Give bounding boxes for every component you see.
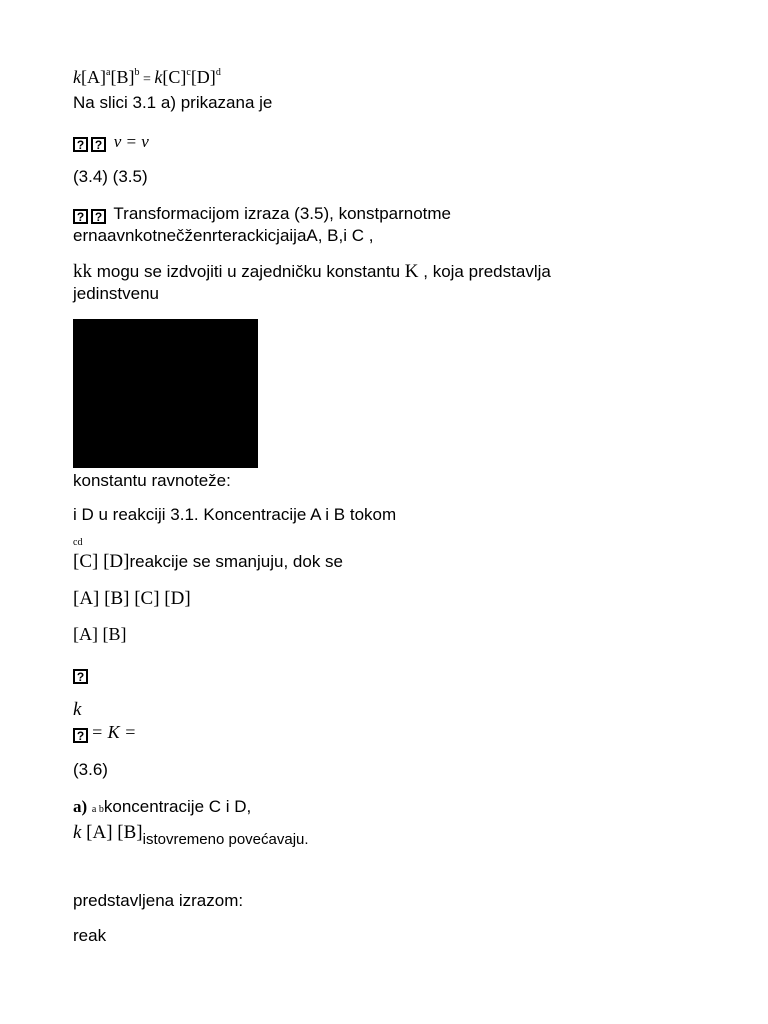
equation-numbers: (3.4) (3.5) (73, 167, 148, 186)
subscript-ab: a b (91, 804, 104, 815)
missing-glyph-icon: ? (73, 137, 88, 152)
paragraph-text: koncentracije C i D, (103, 797, 252, 816)
paragraph-transformation (73, 203, 451, 246)
rate-constant-k3: k (73, 822, 82, 843)
exp-a: a (106, 67, 111, 78)
paragraph-constant (73, 261, 551, 304)
paragraph-increase (73, 796, 309, 848)
rate-equality-expression: v = v (113, 132, 149, 151)
rate-constant-k-label: k (73, 699, 82, 720)
conc-D: [D] (190, 67, 216, 87)
paragraph-line: predstavljena izrazom: (73, 891, 244, 910)
exp-c: c (186, 67, 191, 78)
figure-image-placeholder (73, 319, 258, 468)
paragraph-line: i D u reakciji 3.1. Koncentracije A i B tokom (73, 505, 397, 524)
conc-C-D: [C] [D] (73, 551, 130, 572)
missing-glyph-icon: ? (73, 209, 88, 224)
paragraph-text: reakcije se smanjuju, dok se (129, 552, 343, 571)
label-a: a) (73, 797, 88, 816)
paragraph-line: Na slici 3.1 a) prikazana je (73, 93, 273, 112)
paragraph-text: Transformacijom izraza (3.5), konstparnotme (113, 204, 452, 223)
equilibrium-constant-expression: = K = (91, 722, 137, 742)
equals-sign: = (139, 72, 155, 87)
conc-B: [B] (110, 67, 135, 87)
missing-glyph-line (73, 663, 91, 684)
concentration-list: [A] [B] [C] [D] (73, 588, 191, 609)
constant-K: K (404, 261, 419, 282)
conc-C: [C] (162, 67, 187, 87)
rate-constant-k: k (73, 67, 81, 87)
paragraph-text: ernaavnkotnečženrterackicjaijaA, B,i C , (73, 226, 374, 245)
equilibrium-constant-line (73, 722, 136, 743)
superscript-cd: cd (73, 537, 83, 548)
conc-A: [A] (81, 67, 106, 87)
missing-glyph-icon: ? (91, 137, 106, 152)
rate-constant-k2: k (154, 67, 163, 87)
exp-d: d (215, 67, 221, 78)
paragraph-text: jedinstvenu (73, 284, 160, 303)
paragraph-line: reak (73, 926, 107, 945)
rate-equality-line (73, 131, 149, 152)
missing-glyph-icon: ? (91, 209, 106, 224)
missing-glyph-icon: ? (73, 669, 88, 684)
exp-b: b (134, 67, 140, 78)
paragraph-concentrations (73, 551, 343, 572)
equilibrium-expression (73, 67, 221, 90)
equation-number: (3.6) (73, 760, 108, 779)
paragraph-text: mogu se izdvojiti u zajedničku konstantu (92, 262, 405, 281)
concentration-list-AB: [A] [B] (73, 624, 127, 644)
constant-kk: kk (73, 261, 92, 282)
paragraph-text: istovremeno povećavaju. (142, 831, 309, 848)
conc-A-B: [A] [B] (86, 822, 143, 843)
paragraph-line: konstantu ravnoteže: (73, 471, 231, 490)
missing-glyph-icon: ? (73, 728, 88, 743)
paragraph-text: , koja predstavlja (418, 262, 551, 281)
